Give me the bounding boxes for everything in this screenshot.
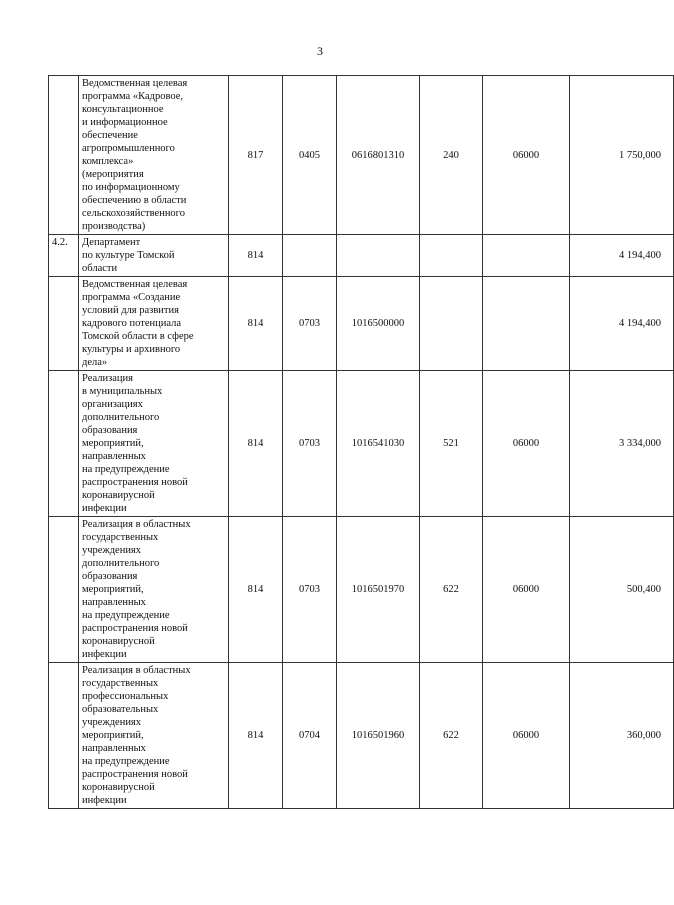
row-dept-code: 814 <box>229 371 283 517</box>
row-number <box>49 517 79 663</box>
row-number <box>49 371 79 517</box>
table-row <box>49 277 674 371</box>
row-number: 4.2. <box>49 235 79 277</box>
row-amount: 500,400 <box>570 517 674 663</box>
row-amount: 4 194,400 <box>570 277 674 371</box>
row-purpose-code <box>483 277 570 371</box>
row-name: Реализация в муниципальных организациях дополнительного образования мероприятий, направленных на предупреждение распространения новой коронавирусной инфекции <box>82 373 188 514</box>
row-amount: 1 750,000 <box>570 76 674 235</box>
row-dept-code: 814 <box>229 277 283 371</box>
row-expense-type <box>420 277 483 371</box>
row-section-code: 0704 <box>283 663 337 809</box>
row-dept-code: 814 <box>229 235 283 277</box>
row-section-code: 0405 <box>283 76 337 235</box>
page-number: 3 <box>317 44 323 58</box>
row-target-code: 1016501970 <box>337 517 420 663</box>
table-row <box>49 235 674 277</box>
row-expense-type: 521 <box>420 371 483 517</box>
row-section-code <box>283 235 337 277</box>
row-name: Ведомственная целевая программа «Кадровое, консультационное и информационное обеспечение агропромышленного комплекса» (мероприятия по информационному обеспечению в области сельскохозяйственного производства) <box>82 78 188 232</box>
row-amount: 4 194,400 <box>570 235 674 277</box>
row-amount: 360,000 <box>570 663 674 809</box>
row-name: Реализация в областных государственных учреждениях дополнительного образования мероприятий, направленных на предупреждение распространения новой коронавирусной инфекции <box>82 519 191 660</box>
table-row <box>49 371 674 517</box>
row-name: Реализация в областных государственных профессиональных образовательных учреждениях мероприятий, направленных на предупреждение распространения новой коронавирусной инфекции <box>82 665 191 806</box>
table-row <box>49 517 674 663</box>
row-purpose-code <box>483 235 570 277</box>
row-expense-type: 622 <box>420 517 483 663</box>
row-section-code: 0703 <box>283 517 337 663</box>
row-number <box>49 663 79 809</box>
row-expense-type: 622 <box>420 663 483 809</box>
row-dept-code: 814 <box>229 517 283 663</box>
row-number <box>49 277 79 371</box>
table-row <box>49 76 674 235</box>
row-dept-code: 814 <box>229 663 283 809</box>
row-target-code: 1016501960 <box>337 663 420 809</box>
row-expense-type <box>420 235 483 277</box>
row-target-code: 1016541030 <box>337 371 420 517</box>
row-target-code <box>337 235 420 277</box>
row-purpose-code: 06000 <box>483 663 570 809</box>
row-dept-code: 817 <box>229 76 283 235</box>
budget-table <box>48 75 674 809</box>
row-section-code: 0703 <box>283 277 337 371</box>
row-purpose-code: 06000 <box>483 517 570 663</box>
row-target-code: 0616801310 <box>337 76 420 235</box>
row-number <box>49 76 79 235</box>
row-name: Ведомственная целевая программа «Создание условий для развития кадрового потенциала Томской области в сфере культуры и архивного дела» <box>82 279 194 368</box>
row-amount: 3 334,000 <box>570 371 674 517</box>
row-target-code: 1016500000 <box>337 277 420 371</box>
row-expense-type: 240 <box>420 76 483 235</box>
row-purpose-code: 06000 <box>483 76 570 235</box>
table-row <box>49 663 674 809</box>
row-purpose-code: 06000 <box>483 371 570 517</box>
row-name: Департамент по культуре Томской области <box>82 237 175 274</box>
row-section-code: 0703 <box>283 371 337 517</box>
